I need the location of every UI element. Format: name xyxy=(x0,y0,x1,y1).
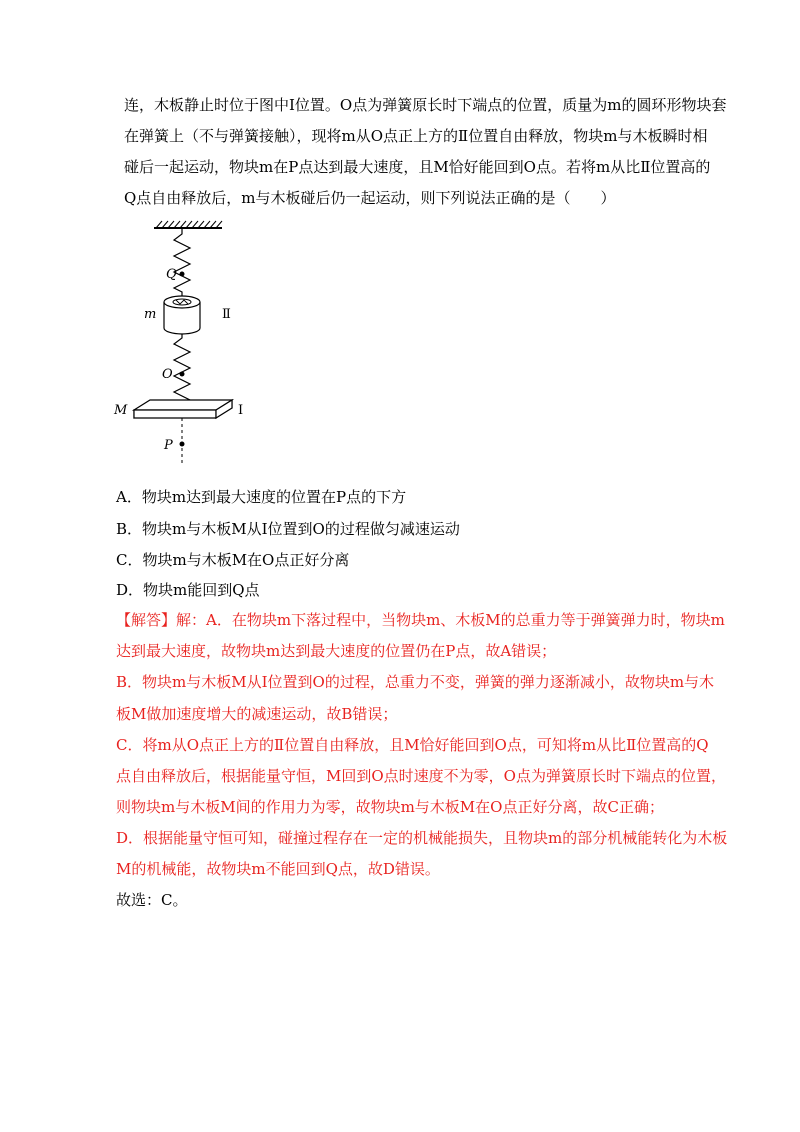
spring-upper xyxy=(174,228,190,296)
answer-text: 解：A．在物块m下落过程中，当物块m、木板M的总重力等于弹簧弹力时，物块m xyxy=(176,611,725,629)
ceiling-hatch xyxy=(154,221,222,228)
question-line: 在弹簧上（不与弹簧接触），现将m从O点正上方的Ⅱ位置自由释放，物块m与木板瞬时相 xyxy=(124,127,708,145)
final-choice: 故选：C。 xyxy=(116,891,188,909)
board-m xyxy=(134,400,232,418)
answer-line: B．物块m与木板M从I位置到O的过程，总重力不变，弹簧的弹力逐渐减小，故物块m与木 xyxy=(116,673,715,691)
answer-tag: 【解答】 xyxy=(116,611,177,629)
label-o: O xyxy=(162,367,173,382)
point-q-dot xyxy=(180,272,185,277)
answer-line: 则物块m与木板M间的作用力为零，故物块m与木板M在O点正好分离，故C正确； xyxy=(116,798,664,816)
ring-block-m xyxy=(164,296,200,334)
point-o-dot xyxy=(180,372,185,377)
answer-line: M的机械能，故物块m不能回到Q点，故D错误。 xyxy=(116,860,440,878)
answer-line-1 xyxy=(116,609,725,630)
point-p-dot xyxy=(180,442,185,447)
answer-line: 板M做加速度增大的减速运动，故B错误； xyxy=(116,705,398,723)
label-p: P xyxy=(164,438,173,453)
answer-line: 点自由释放后，根据能量守恒，M回到O点时速度不为零，O点为弹簧原长时下端点的位置， xyxy=(116,767,726,785)
label-q: Q xyxy=(166,267,177,282)
question-line: 连，木板静止时位于图中Ⅰ位置。O点为弹簧原长时下端点的位置，质量为m的圆环形物块套 xyxy=(124,96,727,114)
spring-block-figure xyxy=(110,218,270,468)
label-position-i: I xyxy=(238,403,244,418)
option-d: D．物块m能回到Q点 xyxy=(116,581,260,599)
answer-line: D．根据能量守恒可知，碰撞过程存在一定的机械能损失，且物块m的部分机械能转化为木板 xyxy=(116,829,728,847)
question-line: Q点自由释放后，m与木板碰后仍一起运动，则下列说法正确的是（ ） xyxy=(124,189,616,207)
question-line: 碰后一起运动，物块m在P点达到最大速度，且M恰好能回到O点。若将m从比Ⅱ位置高的 xyxy=(124,158,711,176)
option-a: A．物块m达到最大速度的位置在P点的下方 xyxy=(116,488,407,506)
answer-line: C．将m从O点正上方的Ⅱ位置自由释放，且M恰好能回到O点，可知将m从比Ⅱ位置高的Q xyxy=(116,736,709,754)
answer-line: 达到最大速度，故物块m达到最大速度的位置仍在P点，故A错误； xyxy=(116,642,557,660)
option-c: C．物块m与木板M在O点正好分离 xyxy=(116,551,350,569)
label-board-m: M xyxy=(114,403,128,418)
question-text xyxy=(124,90,727,214)
label-position-ii: Ⅱ xyxy=(222,307,231,322)
option-b: B．物块m与木板M从Ⅰ位置到O的过程做匀减速运动 xyxy=(116,520,460,538)
label-m: m xyxy=(144,307,157,322)
